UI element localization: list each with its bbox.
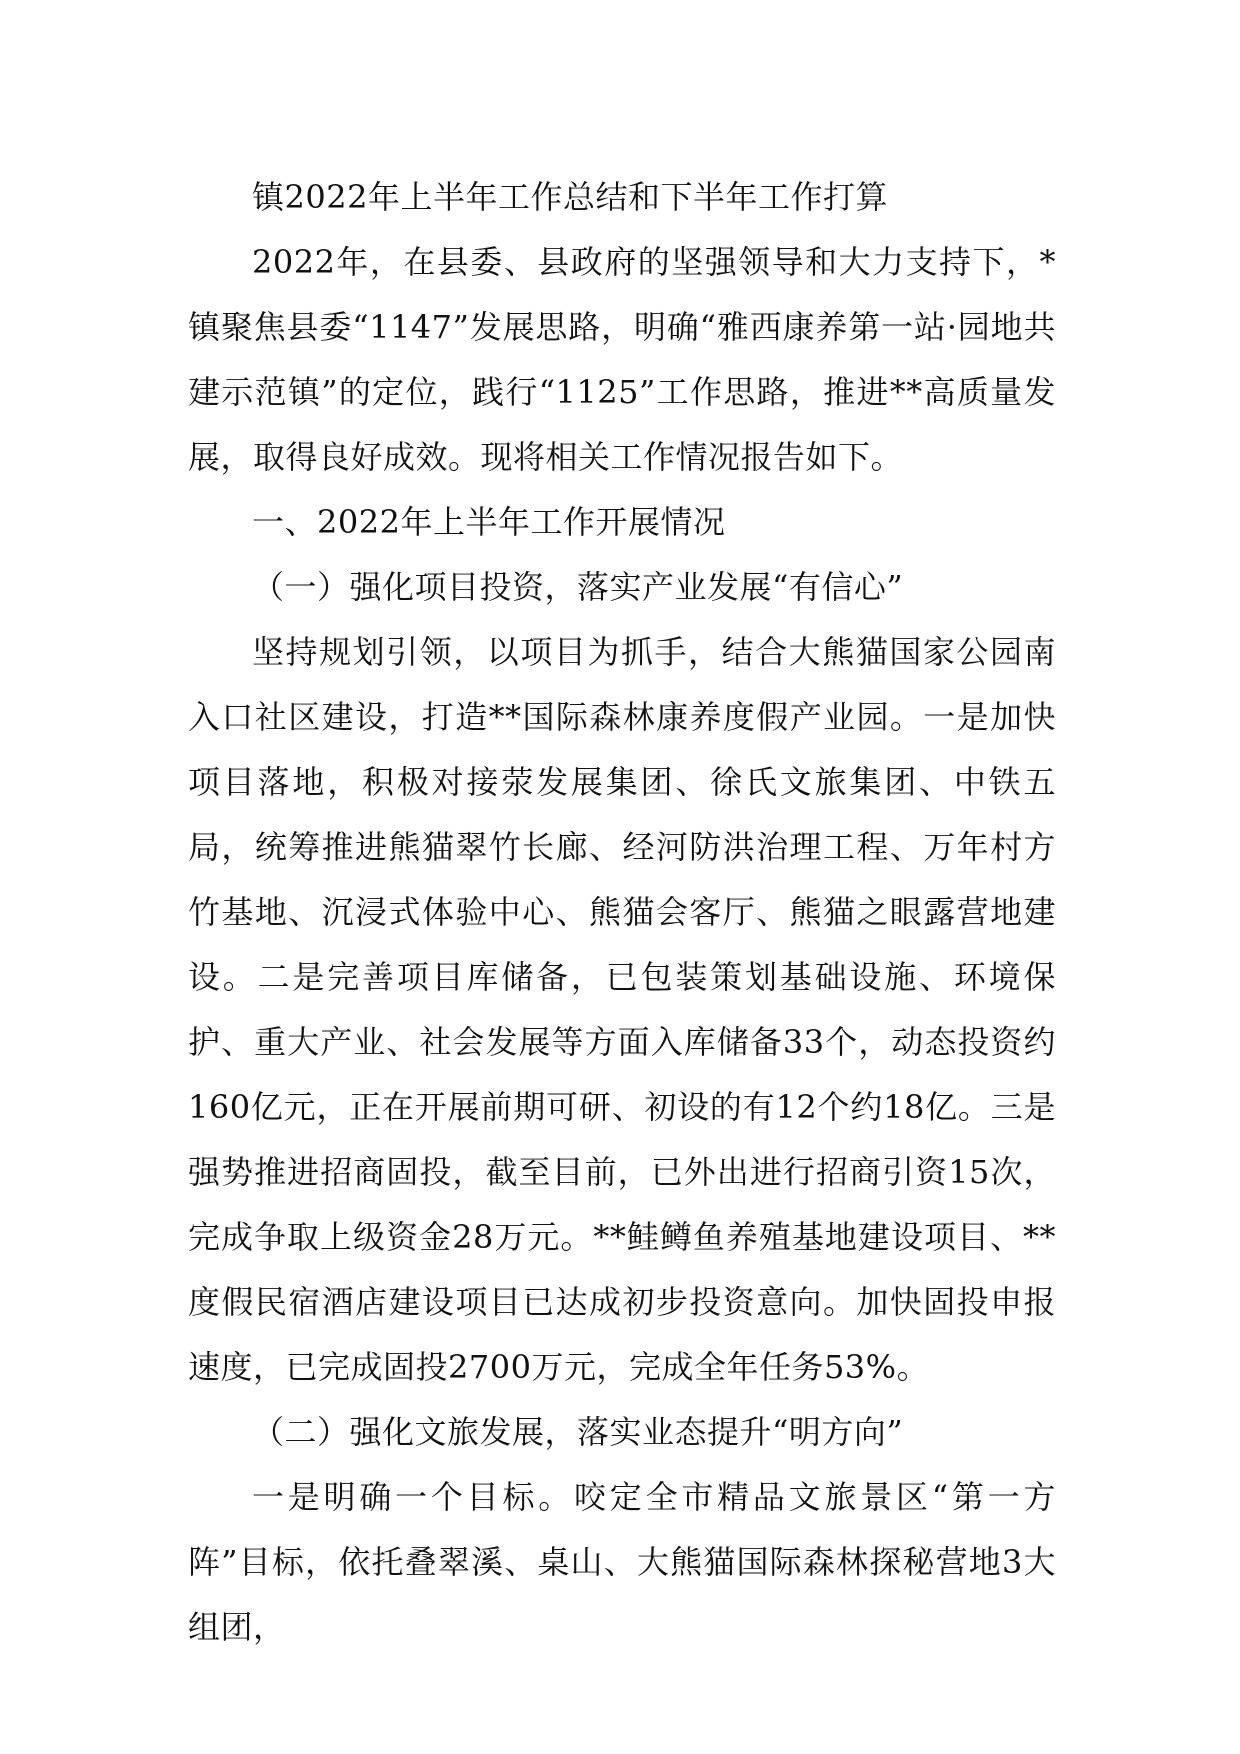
subsection-heading-2: （二）强化文旅发展，落实业态提升“明方向” (252, 1413, 904, 1451)
subsection-body-2: 一是明确一个目标。咬定全市精品文旅景区“第一方阵”目标，依托叠翠溪、桌山、大熊猫国际森林探秘营地3大组团， (188, 1478, 1056, 1646)
intro-paragraph: 2022年，在县委、县政府的坚强领导和大力支持下，*镇聚焦县委“1147”发展思路，明确“雅西康养第一站·园地共建示范镇”的定位，践行“1125”工作思路，推进**高质量发展，取得良好成效。现将相关工作情况报告如下。 (188, 243, 1056, 476)
subsection-body-1: 坚持规划引领，以项目为抓手，结合大熊猫国家公园南入口社区建设，打造**国际森林康养度假产业园。一是加快项目落地，积极对接荥发展集团、徐氏文旅集团、中铁五局，统筹推进熊猫翠竹长廊、经河防洪治理工程、万年村方竹基地、沉浸式体验中心、熊猫会客厅、熊猫之眼露营地建设。二是完善项目库储备，已包装策划基础设施、环境保护、重大产业、社会发展等方面入库储备33个，动态投资约160亿元，正在开展前期可研、初设的有12个约18亿。三是强势推进招商固投，截至目前，已外出进行招商引资15次，完成争取上级资金28万元。**鲑鳟鱼养殖基地建设项目、**度假民宿酒店建设项目已达成初步投资意向。加快固投申报速度，已完成固投2700万元，完成全年任务53%。 (188, 633, 1056, 1386)
document-body (188, 165, 1056, 1660)
document-title: 镇2022年上半年工作总结和下半年工作打算 (252, 178, 888, 216)
section-heading: 一、2022年上半年工作开展情况 (252, 503, 726, 541)
subsection-heading-1: （一）强化项目投资，落实产业发展“有信心” (252, 568, 904, 606)
